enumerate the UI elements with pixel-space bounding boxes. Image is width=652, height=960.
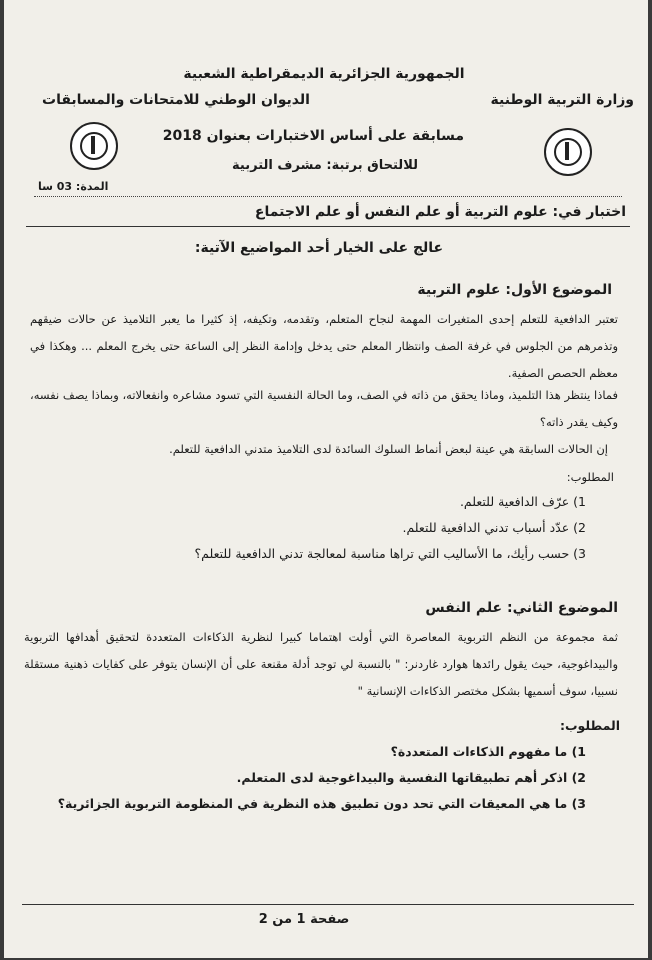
subject-divider [26,226,630,227]
ministry-name: وزارة التربية الوطنية [490,92,634,108]
duration: المدة: 03 سا [38,180,109,193]
exam-subject: اختبار في: علوم التربية أو علم النفس أو علم الاجتماع [254,204,626,220]
footer-divider [22,904,634,905]
topic2-title: الموضوع الثاني: علم النفس [425,600,618,616]
contest-title: مسابقة على أساس الاختبارات بعنوان 2018 [162,128,464,144]
topic2-paragraph-1: ثمة مجموعة من النظم التربوية المعاصرة التي أولت اهتماما كبيرا لنظرية الذكاءات المتعددة لتحقيق أهدافها التربوية والبيداغوجية، حيث يقول رائدها هوارد غاردنر: " بالنسبة لي توجد أدلة مقنعة على أن الإنسان يتوفر على كفايات ذهنية مستقلة نسبيا، سوف أسميها بشكل مختصر الذكاءات الإنسانية " [24,630,618,698]
office-logo-icon [70,122,118,170]
topic2-question-3: 3) ما هي المعيقات التي تحد دون تطبيق هذه النظرية في المنظومة التربوية الجزائرية؟ [57,796,586,811]
topic1-question-1: 1) عرّف الدافعية للتعلم. [459,494,586,509]
topic2-question-2: 2) اذكر أهم تطبيقاتها النفسية والبيداغوجية لدى المتعلم. [236,770,586,785]
topic1-required-label: المطلوب: [566,470,614,484]
instruction: عالج على الخيار أحد المواضيع الآتية: [194,240,444,256]
office-name: الديوان الوطني للامتحانات والمسابقات [42,92,310,108]
topic1-question-2: 2) عدّد أسباب تدني الدافعية للتعلم. [402,520,586,535]
topic2-required-label: المطلوب: [559,718,620,733]
header-divider [34,196,622,197]
topic1-title: الموضوع الأول: علوم التربية [417,282,612,298]
ministry-logo-icon [544,128,592,176]
topic1-paragraph-1: تعتبر الدافعية للتعلم إحدى المتغيرات المهمة لنجاح المتعلم، وتقدمه، وتكيفه، إذ كثيرا ما يعبر التلاميذ عن حالات ضيقهم وتذمرهم من الجلوس في غرفة الصف وانتظار المعلم حتى يدخل وإدامة النظر إلى الساعة حتى يخرج المعلم ... وهكذا في معظم الحصص الصفية. [30,312,618,380]
topic2-question-1: 1) ما مفهوم الذكاءات المتعددة؟ [390,744,586,759]
rank-line: للالتحاق برتبة: مشرف التربية [232,158,418,173]
republic-heading: الجمهورية الجزائرية الديمقراطية الشعبية [183,66,465,82]
exam-page [4,0,648,958]
page-number: صفحة 1 من 2 [258,912,350,927]
topic1-question-3: 3) حسب رأيك، ما الأساليب التي تراها مناسبة لمعالجة تدني الدافعية للتعلم؟ [194,546,586,561]
topic1-paragraph-2: فماذا ينتظر هذا التلميذ، وماذا يحقق من ذاته في الصف، وما الحالة النفسية التي تسود مشاعره وانفعالاته، وبماذا يصف نفسه، وكيف يقدر ذاته؟ [30,388,618,429]
topic1-paragraph-3: إن الحالات السابقة هي عينة لبعض أنماط السلوك السائدة لدى التلاميذ متدني الدافعية للتعلم. [169,442,608,456]
